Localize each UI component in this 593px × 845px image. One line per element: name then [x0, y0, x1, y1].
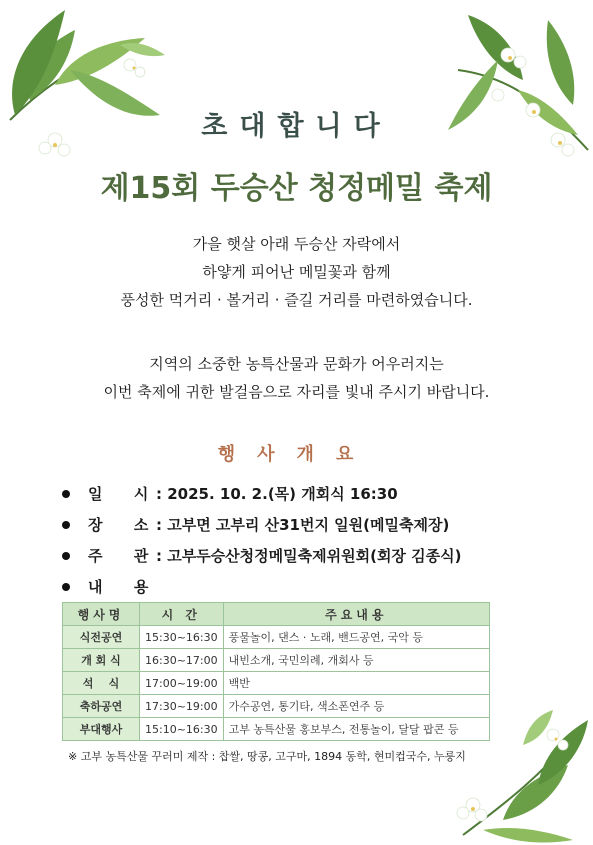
- intro-line: 풍성한 먹거리 · 볼거리 · 즐길 거리를 마련하였습니다.: [120, 291, 473, 309]
- table-row: [63, 649, 490, 672]
- event-name-cell: 석 식: [63, 672, 140, 695]
- event-content-cell: 내빈소개, 국민의례, 개회사 등: [223, 649, 489, 672]
- bullet-icon: [62, 490, 70, 498]
- bullet-icon: [62, 552, 70, 560]
- intro-line: 이번 축제에 귀한 발걸음으로 자리를 빛내 주시기 바랍니다.: [103, 383, 490, 401]
- bullet-icon: [62, 521, 70, 529]
- leaf-flower-decoration-top-right: [438, 0, 593, 175]
- bullet-icon: [62, 583, 70, 591]
- intro-line: 가을 햇살 아래 두승산 자락에서: [192, 235, 401, 253]
- overview-value: : 고부면 고부리 산31번지 일원(메밀축제장): [156, 516, 450, 534]
- intro-line: 지역의 소중한 농특산물과 문화가 어우러지는: [149, 355, 444, 373]
- table-row: [63, 695, 490, 718]
- event-name-cell: 부대행사: [63, 718, 140, 741]
- event-content-cell: 고부 농특산물 홍보부스, 전통놀이, 달달 팝콘 등: [223, 718, 489, 741]
- overview-item-content: [62, 571, 461, 602]
- intro-paragraph-2: [0, 350, 593, 406]
- table-row: [63, 718, 490, 741]
- table-row: [63, 672, 490, 695]
- overview-list: [62, 478, 461, 602]
- overview-value: : 고부두승산청정메밀축제위원회(회장 김종식): [156, 547, 462, 565]
- footnote: ※ 고부 농특산물 꾸러미 제작 : 찹쌀, 땅콩, 고구마, 1894 동학, 현미컵국수, 누룽지: [68, 750, 466, 763]
- column-header: 시 간: [140, 603, 224, 626]
- overview-item-place: [62, 509, 461, 540]
- intro-paragraph-1: [0, 230, 593, 314]
- table-row: [63, 626, 490, 649]
- event-name-cell: 식전공연: [63, 626, 140, 649]
- overview-label: 장 소: [88, 516, 149, 534]
- event-time-cell: 15:10~16:30: [140, 718, 224, 741]
- intro-line: 하얗게 피어난 메밀꽃과 함께: [202, 263, 391, 281]
- overview-item-date: [62, 478, 461, 509]
- event-name-cell: 개 회 식: [63, 649, 140, 672]
- festival-title: 제15회 두승산 청정메밀 축제: [100, 171, 493, 206]
- event-time-cell: 17:30~19:00: [140, 695, 224, 718]
- leaf-flower-decoration-top-left: [0, 0, 175, 175]
- table-header-row: [63, 603, 490, 626]
- column-header: 주요내용: [223, 603, 489, 626]
- schedule-table: [62, 602, 490, 741]
- overview-label: 내 용: [88, 578, 149, 596]
- overview-value: : 2025. 10. 2.(목) 개회식 16:30: [156, 485, 398, 503]
- event-time-cell: 16:30~17:00: [140, 649, 224, 672]
- invite-heading: 초대합니다: [201, 111, 392, 142]
- event-content-cell: 가수공연, 통기타, 색소폰연주 등: [223, 695, 489, 718]
- overview-item-host: [62, 540, 461, 571]
- event-time-cell: 17:00~19:00: [140, 672, 224, 695]
- event-content-cell: 백반: [223, 672, 489, 695]
- event-time-cell: 15:30~16:30: [140, 626, 224, 649]
- overview-label: 일 시: [88, 485, 149, 503]
- event-content-cell: 풍물놀이, 댄스 · 노래, 밴드공연, 국악 등: [223, 626, 489, 649]
- event-name-cell: 축하공연: [63, 695, 140, 718]
- column-header: 행사명: [63, 603, 140, 626]
- overview-heading: 행사개요: [217, 444, 376, 465]
- overview-label: 주 관: [88, 547, 149, 565]
